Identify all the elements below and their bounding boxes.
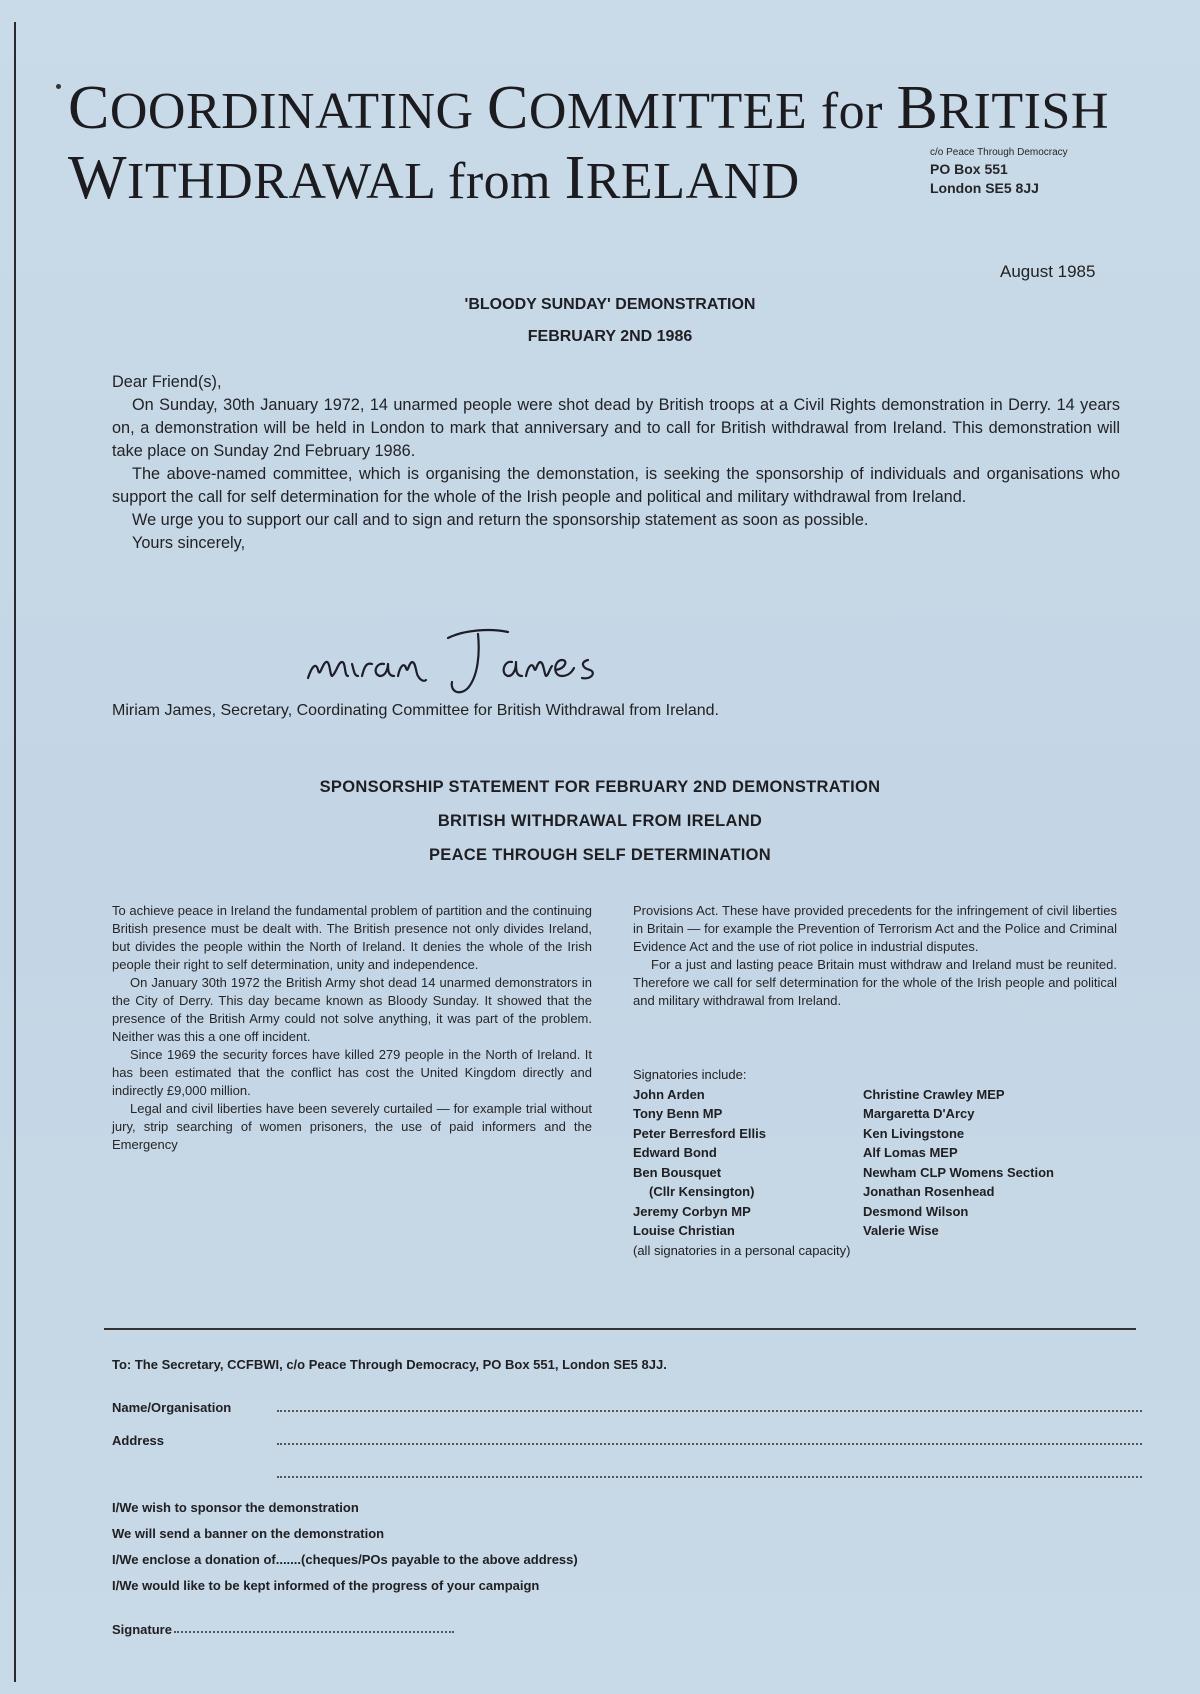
letter-body [112, 371, 1120, 555]
name-row [112, 1382, 1142, 1415]
signatory-entry: Newham CLP Womens Section [863, 1164, 1054, 1180]
statement-heading-2: BRITISH WITHDRAWAL FROM IRELAND [437, 812, 763, 830]
signatory-entry: Jeremy Corbyn MP [633, 1203, 751, 1219]
option-donation[interactable]: I/We enclose a donation of.......(cheques/POs payable to the above address) [112, 1552, 578, 1567]
statement-column-left [112, 902, 592, 1154]
signatory-entry: Tony Benn MP [633, 1106, 723, 1121]
masthead-line-1 [68, 74, 1148, 142]
signatory-entry: Alf Lomas MEP [863, 1145, 958, 1160]
form-spacer [112, 1481, 1142, 1495]
address-field[interactable] [277, 1431, 1142, 1445]
signatories-note: (all signatories in a personal capacity) [633, 1242, 851, 1258]
letter-heading-date: FEBRUARY 2ND 1986 [527, 328, 693, 345]
masthead-word: RELAND [585, 153, 800, 210]
signatories-column-1 [633, 1085, 863, 1241]
signatory-entry: Louise Christian [633, 1223, 735, 1238]
signatory-line: Miriam James, Secretary, Coordinating Committee for British Withdrawal from Ireland. [112, 702, 719, 719]
address-row-2 [112, 1448, 1142, 1481]
signatory-entry: Ken Livingstone [863, 1125, 965, 1141]
statement-heading-1: SPONSORSHIP STATEMENT FOR FEBRUARY 2ND DEMONSTRATION [319, 778, 881, 796]
letter-paragraph: The above-named committee, which is organising the demonstation, is seeking the sponsorship of individuals and organisations who support the call for self determination for the whole of the Irish people and political and military withdrawal from Ireland. [112, 465, 1120, 506]
masthead-cap: C [68, 74, 110, 142]
tear-off-divider [104, 1328, 1136, 1330]
name-field[interactable] [277, 1398, 1142, 1412]
letter-date: August 1985 [1000, 262, 1096, 281]
statement-column-right [633, 902, 1117, 1010]
address-label: Address [112, 1433, 165, 1448]
option-banner[interactable]: We will send a banner on the demonstration [112, 1526, 385, 1541]
address-city: London SE5 8JJ [930, 180, 1039, 196]
masthead-word: RITISH [938, 83, 1109, 140]
signatories-grid [633, 1085, 1133, 1241]
masthead-word: from [448, 153, 552, 210]
signatories [633, 1065, 1133, 1260]
salutation: Dear Friend(s), [112, 373, 222, 391]
letter-heading-title: 'BLOODY SUNDAY' DEMONSTRATION [464, 296, 756, 313]
form-recipient: To: The Secretary, CCFBWI, c/o Peace Through Democracy, PO Box 551, London SE5 8JJ. [112, 1357, 667, 1372]
masthead-cap: B [896, 74, 939, 142]
address-care-of: c/o Peace Through Democracy [930, 147, 1068, 158]
signatory-entry: Christine Crawley MEP [863, 1086, 1005, 1102]
signatory-entry: Edward Bond [633, 1145, 717, 1160]
closing: Yours sincerely, [132, 534, 246, 552]
signature-row [112, 1611, 1142, 1637]
statement-paragraph: For a just and lasting peace Britain must withdraw and Ireland must be reunited. Therefore we call for self determination for the whole of the Irish people and political and military withdrawal from Ireland. [633, 957, 1117, 1008]
statement-paragraph: Legal and civil liberties have been severely curtailed — for example trial without jury, strip searching of women prisoners, the use of paid informers and the Emergency [112, 1101, 592, 1152]
masthead-word: for [820, 83, 883, 140]
masthead-word: OMMITTEE [528, 83, 808, 140]
signatory-entry: Desmond Wilson [863, 1203, 969, 1219]
signatories-column-2 [863, 1085, 1133, 1241]
signatory-entry: (Cllr Kensington) [649, 1184, 755, 1199]
statement-paragraph: Provisions Act. These have provided precedents for the infringement of civil liberties in Britain — for example the Prevention of Terrorism Act and the Police and Criminal Evidence Act and the use of riot police in industrial disputes. [633, 903, 1117, 954]
signatory-entry: Valerie Wise [863, 1223, 939, 1238]
address-row [112, 1415, 1142, 1448]
signatory-entry: Jonathan Rosenhead [863, 1184, 995, 1199]
statement-paragraph: Since 1969 the security forces have killed 279 people in the North of Ireland. It has been estimated that the conflict has cost the United Kingdom directly and indirectly £9,000 million. [112, 1047, 592, 1098]
signatory-entry: John Arden [633, 1086, 705, 1102]
signatory-entry: Peter Berresford Ellis [633, 1125, 766, 1141]
signatories-intro: Signatories include: [633, 1067, 747, 1082]
statement-paragraph: On January 30th 1972 the British Army shot dead 14 unarmed demonstrators in the City of Derry. This day became known as Bloody Sunday. It showed that the presence of the British Army could not solve anything, it was part of the problem. Neither was this a one off incident. [112, 975, 592, 1044]
masthead-word: OORDINATING [109, 83, 474, 140]
signature-label: Signature [112, 1622, 172, 1637]
letter-paragraph: We urge you to support our call and to sign and return the sponsorship statement as soon as possible. [132, 511, 869, 529]
masthead-cap: C [487, 74, 529, 142]
signatory-entry: Margaretta D'Arcy [863, 1106, 975, 1121]
address-field-line-2[interactable] [277, 1464, 1142, 1478]
ink-speck [56, 84, 61, 89]
signatory-entry: Ben Bousquet [633, 1164, 722, 1180]
masthead-cap: I [564, 144, 586, 212]
masthead-cap: W [68, 144, 128, 212]
address-po-box: PO Box 551 [930, 161, 1008, 177]
sponsorship-form [112, 1348, 1142, 1637]
statement-paragraph: To achieve peace in Ireland the fundamental problem of partition and the continuing British presence must be dealt with. The British presence not only divides Ireland, but divides the people within the North of Ireland. It denies the whole of the Irish people their right to self determination, unity and independence. [112, 903, 592, 972]
return-address [930, 146, 1150, 198]
option-sponsor[interactable]: I/We wish to sponsor the demonstration [112, 1500, 359, 1515]
option-keep-informed[interactable]: I/We would like to be kept informed of the progress of your campaign [112, 1578, 540, 1593]
statement-heading-3: PEACE THROUGH SELF DETERMINATION [428, 846, 772, 864]
masthead-word: ITHDRAWAL [127, 153, 435, 210]
signature-field[interactable] [174, 1619, 454, 1633]
handwritten-signature [300, 618, 680, 698]
letter-paragraph: On Sunday, 30th January 1972, 14 unarmed people were shot dead by British troops at a Civil Rights demonstration in Derry. 14 years on, a demonstration will be held in London to mark that anniversary and to call for British withdrawal from Ireland. This demonstration will take place on Sunday 2nd February 1986. [112, 396, 1120, 460]
name-label: Name/Organisation [112, 1400, 232, 1415]
